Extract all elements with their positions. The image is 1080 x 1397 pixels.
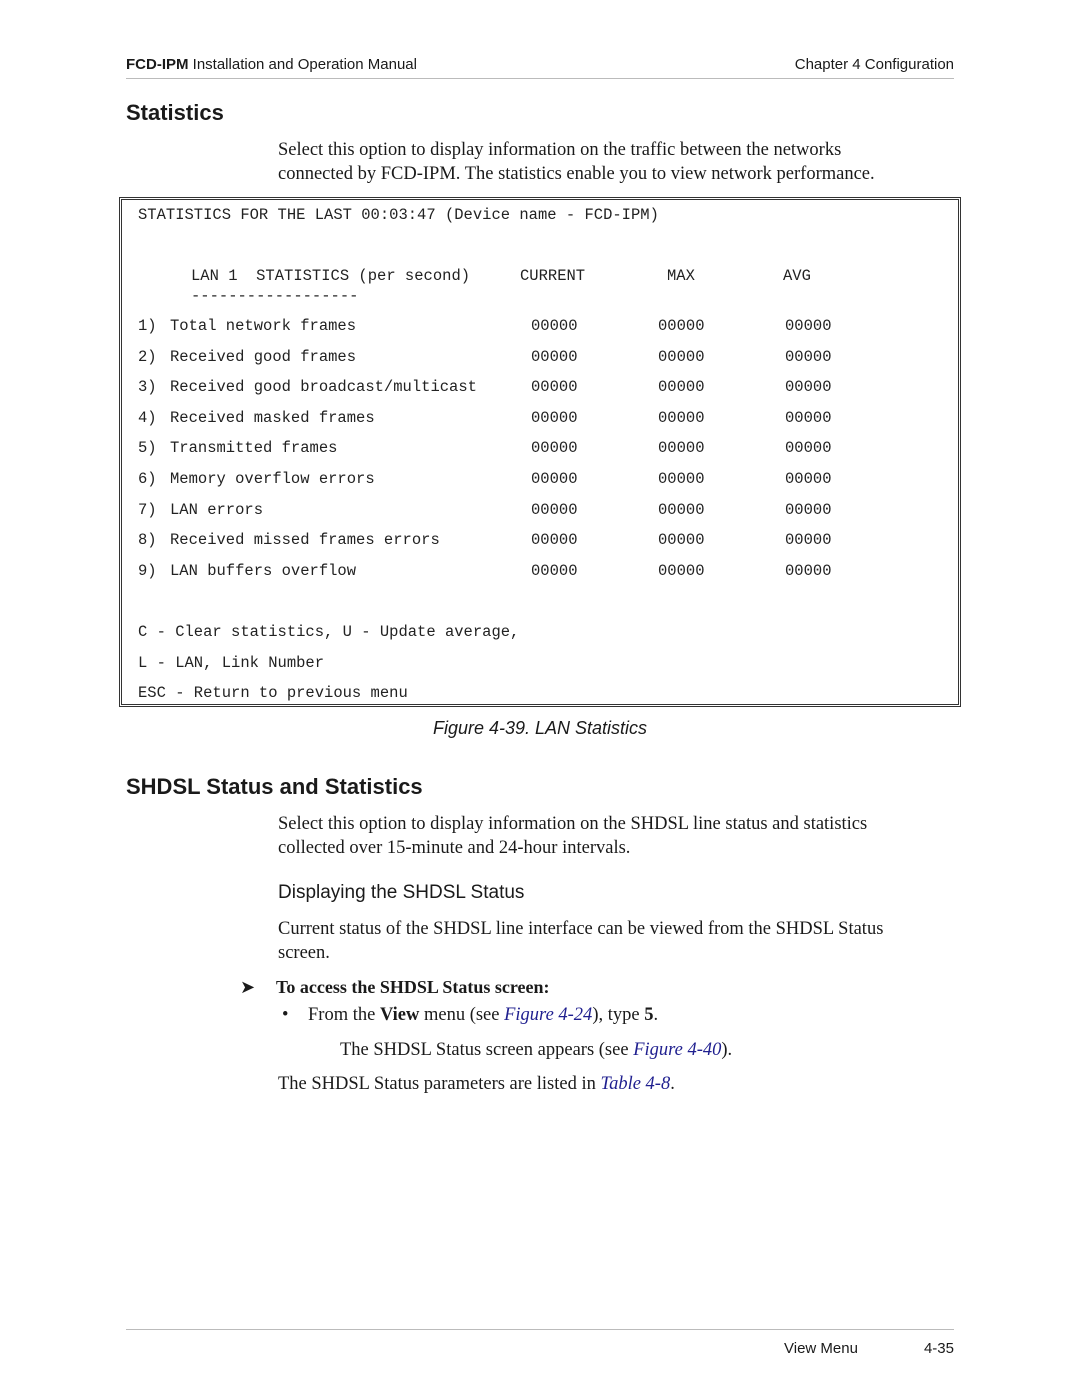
shdsl-intro — [278, 812, 948, 860]
column-header-max: MAX — [667, 267, 695, 285]
row-max: 00000 — [658, 347, 705, 366]
row-max: 00000 — [658, 470, 705, 488]
column-header-avg: AVG — [783, 267, 811, 285]
step-text-mid: menu (see — [419, 1005, 505, 1025]
row-max: 00000 — [658, 500, 705, 519]
row-label: Received missed frames errors — [170, 531, 440, 550]
row-number: 4) — [138, 408, 157, 427]
row-current: 00000 — [531, 439, 578, 458]
step-text-post: ), type — [592, 1005, 645, 1025]
statistics-intro-line-1: Select this option to display information on the traffic between the networks — [278, 140, 842, 160]
row-avg: 00000 — [785, 561, 832, 580]
row-avg: 00000 — [785, 531, 832, 550]
row-label: LAN buffers overflow — [170, 561, 357, 580]
statistics-intro — [278, 138, 948, 186]
row-current: 00000 — [531, 561, 578, 580]
bullet-icon: • — [282, 1005, 289, 1025]
step-result-end: ). — [721, 1040, 733, 1060]
command-escape: ESC - Return to previous menu — [138, 684, 408, 702]
row-current: 00000 — [531, 470, 578, 488]
row-avg: 00000 — [785, 408, 832, 427]
manual-title — [126, 56, 417, 73]
footer-section: View Menu — [784, 1340, 858, 1357]
command-lan-link: L - LAN, Link Number — [138, 654, 325, 672]
procedure-heading — [240, 977, 550, 998]
row-number: 1) — [138, 317, 157, 335]
row-label: LAN errors — [170, 500, 264, 519]
column-header-underline: ------------------ — [191, 287, 359, 305]
row-number: 8) — [138, 531, 157, 550]
row-avg: 00000 — [785, 317, 832, 335]
row-number: 6) — [138, 470, 157, 488]
step-result-text: The SHDSL Status screen appears (see — [340, 1040, 634, 1060]
row-label: Memory overflow errors — [170, 470, 375, 488]
row-avg: 00000 — [785, 439, 832, 458]
arrow-right-icon: ➤ — [240, 977, 256, 997]
shdsl-intro-line-2: collected over 15-minute and 24-hour intervals. — [278, 838, 631, 858]
menu-key: 5 — [644, 1005, 654, 1025]
row-current: 00000 — [531, 378, 578, 397]
row-avg: 00000 — [785, 500, 832, 519]
table-4-8-link[interactable]: Table 4-8 — [600, 1074, 671, 1094]
row-max: 00000 — [658, 317, 705, 335]
row-number: 3) — [138, 378, 157, 397]
screen-title-line: STATISTICS FOR THE LAST 00:03:47 (Device name - FCD-IPM) — [138, 206, 659, 224]
figure-4-24-link[interactable]: Figure 4-24 — [504, 1005, 593, 1025]
command-clear-update: C - Clear statistics, U - Update average, — [138, 623, 520, 641]
row-current: 00000 — [531, 347, 578, 366]
row-max: 00000 — [658, 561, 705, 580]
row-max: 00000 — [658, 531, 705, 550]
step-text-end: . — [653, 1005, 659, 1025]
manual-title-rest: Installation and Operation Manual — [188, 56, 417, 73]
row-max: 00000 — [658, 378, 705, 397]
row-number: 2) — [138, 347, 157, 366]
row-avg: 00000 — [785, 347, 832, 366]
procedure-step — [282, 1005, 658, 1026]
shdsl-status-description-line-2: screen. — [278, 943, 330, 963]
row-current: 00000 — [531, 531, 578, 550]
row-label: Received good broadcast/multicast — [170, 378, 477, 397]
row-label: Received masked frames — [170, 408, 375, 427]
row-label: Total network frames — [170, 317, 357, 335]
shdsl-status-description — [278, 917, 948, 965]
row-max: 00000 — [658, 408, 705, 427]
row-current: 00000 — [531, 500, 578, 519]
shdsl-status-description-line-1: Current status of the SHDSL line interface can be viewed from the SHDSL Status — [278, 919, 884, 939]
row-label: Received good frames — [170, 347, 357, 366]
column-header-label: LAN 1 STATISTICS (per second) — [191, 267, 471, 285]
running-footer — [126, 1329, 954, 1357]
shdsl-intro-line-1: Select this option to display information on the SHDSL line status and statistics — [278, 814, 868, 834]
row-label: Transmitted frames — [170, 439, 338, 458]
row-avg: 00000 — [785, 378, 832, 397]
row-number: 5) — [138, 439, 157, 458]
figure-caption: Figure 4-39. LAN Statistics — [432, 718, 648, 738]
parameters-note-end: . — [670, 1074, 675, 1094]
row-number: 9) — [138, 561, 157, 580]
terminal-screen — [119, 197, 961, 707]
statistics-intro-line-2: connected by FCD-IPM. The statistics enable you to view network performance. — [278, 164, 875, 184]
parameters-note-text: The SHDSL Status parameters are listed in — [278, 1074, 601, 1094]
step-text-pre: From the — [308, 1005, 380, 1025]
figure-4-40-link[interactable]: Figure 4-40 — [633, 1040, 722, 1060]
row-current: 00000 — [531, 317, 578, 335]
parameters-note — [278, 1072, 948, 1096]
chapter-title: Chapter 4 Configuration — [794, 56, 954, 73]
column-header-current: CURRENT — [520, 267, 586, 285]
running-header — [126, 56, 954, 79]
shdsl-heading: SHDSL Status and Statistics — [126, 774, 423, 799]
shdsl-status-subheading: Displaying the SHDSL Status — [278, 882, 525, 903]
row-number: 7) — [138, 500, 157, 519]
step-result — [340, 1038, 1010, 1062]
procedure-title: To access the SHDSL Status screen: — [276, 977, 550, 997]
page-number: 4-35 — [923, 1340, 954, 1357]
row-avg: 00000 — [785, 470, 832, 488]
product-name: FCD-IPM — [126, 56, 189, 73]
statistics-heading: Statistics — [126, 100, 224, 125]
view-menu-name: View — [379, 1005, 420, 1025]
row-max: 00000 — [658, 439, 705, 458]
row-current: 00000 — [531, 408, 578, 427]
